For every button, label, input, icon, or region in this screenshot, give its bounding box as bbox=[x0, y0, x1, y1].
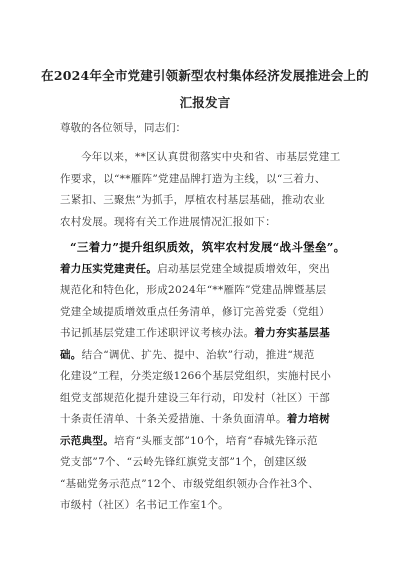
section1-line bbox=[60, 409, 360, 431]
section1-line: 组党支部规范化提升建设三年行动，印发村（社区）干部 bbox=[60, 391, 330, 404]
section1-text: 培育“头雁支部”10个，培育“春城先锋示范 bbox=[114, 434, 318, 447]
intro-line: 农村发展。现将有关工作进展情况汇报如下： bbox=[60, 215, 276, 228]
section1-text: 书记抓基层党建工作述职评议考核办法。 bbox=[60, 327, 255, 339]
subheading-foundation: 着力夯实基层基 bbox=[254, 327, 331, 339]
subheading-models: 着力培树 bbox=[286, 413, 331, 425]
subheading-models-end: 示范典型。 bbox=[60, 434, 114, 447]
intro-line: 三紧扣、三聚焦”为抓手，厚植农村基层基础，推动农业 bbox=[60, 194, 325, 206]
section1-line: 党支部”7个、“云岭先锋红旗党支部”1个，创建区级 bbox=[60, 456, 307, 468]
section1-line: 规范化和特色化，形成2024年“**雁阵”党建品牌暨基层 bbox=[60, 284, 327, 296]
intro-line: 作要求，以“**雁阵”党建品牌打造为主线，以“三着力、 bbox=[60, 172, 326, 185]
section1-line bbox=[60, 345, 360, 367]
section1-line: 市级村（社区）名书记工作室1个。 bbox=[60, 499, 229, 511]
section1-heading: “三着力”提升组织质效，筑牢农村发展“战斗堡垒”。 bbox=[70, 240, 346, 254]
section1-paragraph bbox=[60, 237, 360, 517]
section1-text: 启动基层党建全域提质增效年，突出 bbox=[157, 262, 331, 275]
salutation: 尊敬的各位领导，同志们： bbox=[60, 122, 186, 134]
section1-line bbox=[60, 431, 360, 453]
section1-line bbox=[60, 323, 360, 345]
section1-line: 化建设”工程，分类定级1266个基层党组织，实施村民小 bbox=[60, 370, 332, 382]
subheading-foundation-end: 础。 bbox=[60, 348, 82, 361]
document-title-line1: 在2024年全市党建引领新型农村集体经济发展推进会上的 bbox=[41, 68, 369, 83]
section1-line: “基础党务示范点”12个、市级党组织领办合作社3个、 bbox=[60, 477, 320, 490]
section1-line: 党建全域提质增效重点任务清单，修订完善党委（党组） bbox=[60, 305, 330, 318]
document-title-line2: 汇报发言 bbox=[179, 95, 231, 110]
subheading-responsibility: 着力压实党建责任。 bbox=[60, 262, 158, 275]
section1-line bbox=[60, 259, 360, 281]
intro-paragraph bbox=[60, 147, 360, 233]
intro-line: 今年以来，**区认真贯彻落实中央和省、市基层党建工 bbox=[81, 151, 341, 163]
section1-text: 十条责任清单、十条关爱措施、十条负面清单。 bbox=[60, 413, 287, 425]
section1-text: 结合“调优、扩先、提中、治软”行动，推进“规范 bbox=[81, 348, 315, 361]
